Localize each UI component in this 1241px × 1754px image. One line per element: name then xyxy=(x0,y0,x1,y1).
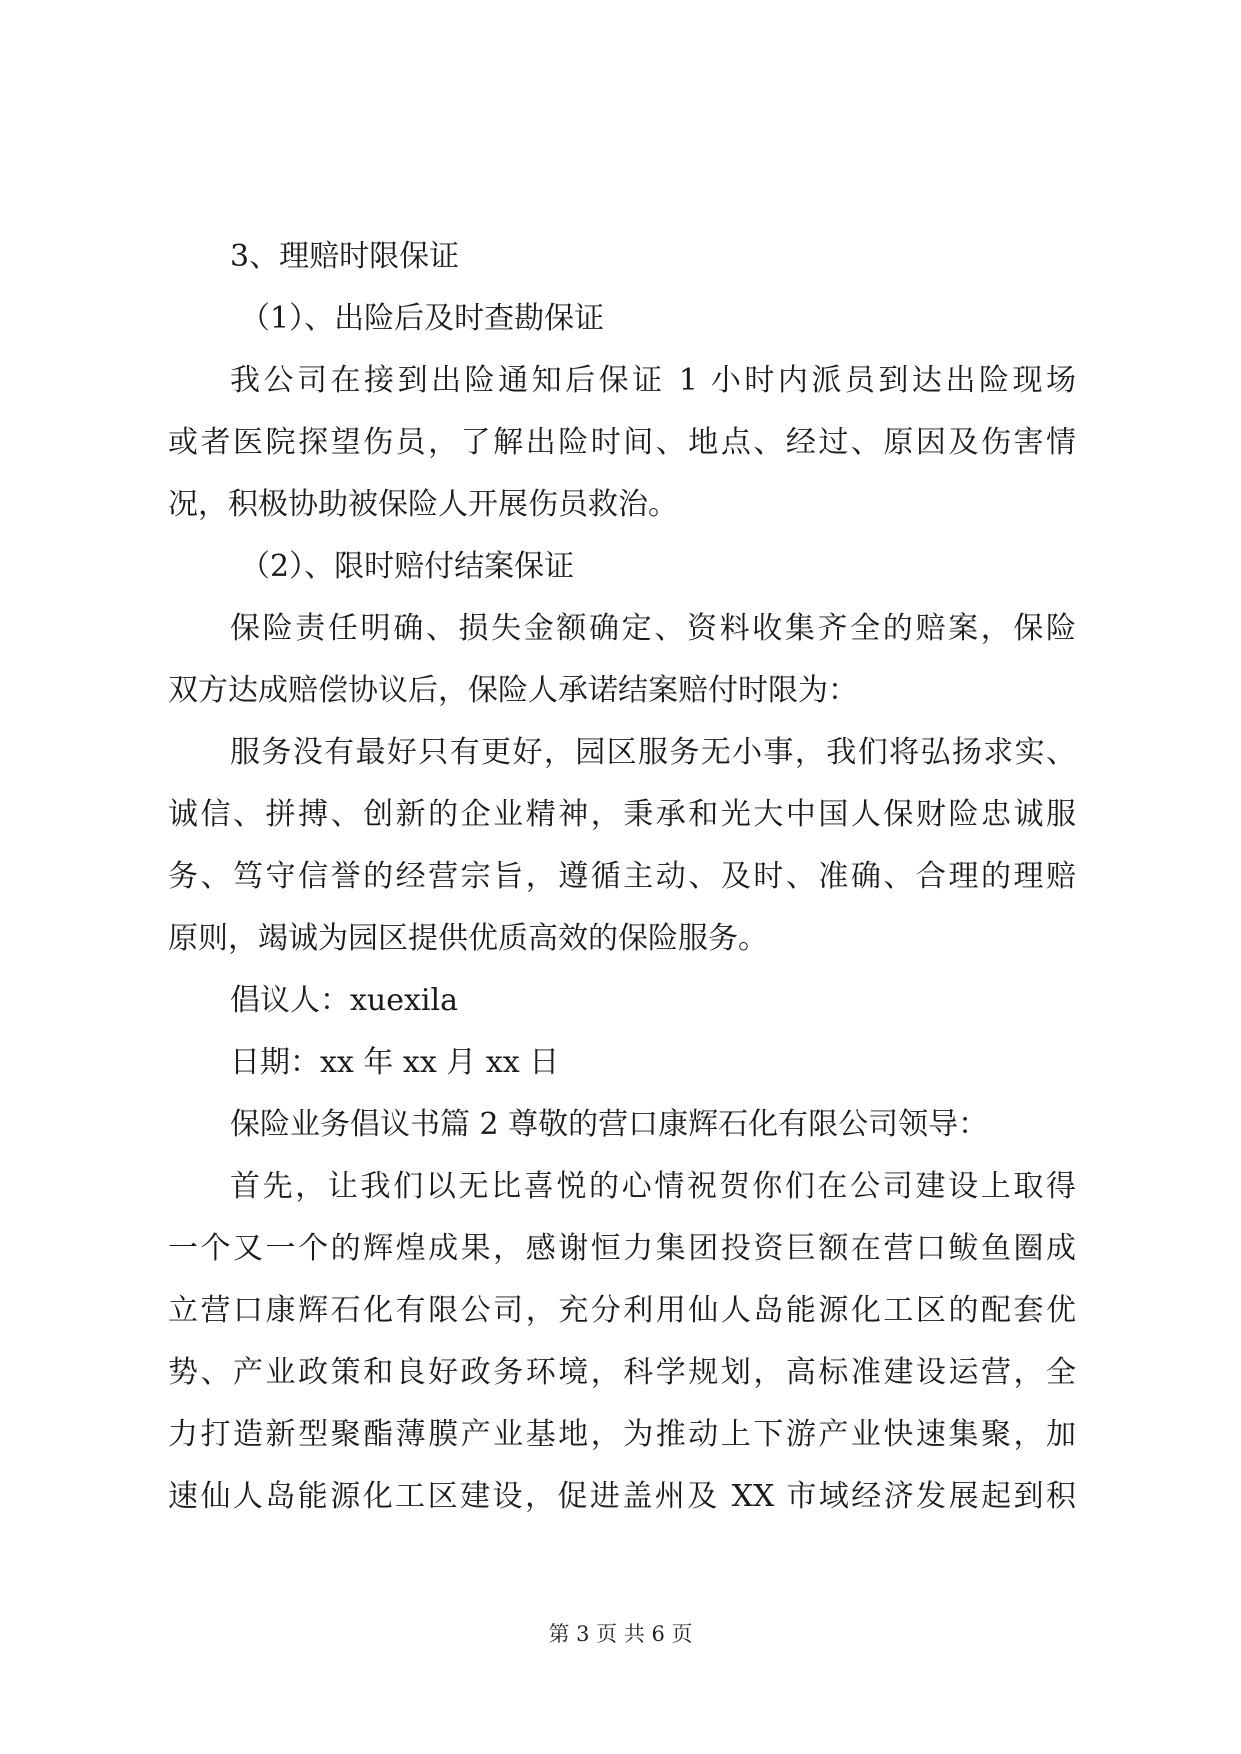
paragraph-line: 或者医院探望伤员，了解出险时间、地点、经过、原因及伤害情 xyxy=(168,425,1076,460)
paragraph-line: 双方达成赔偿协议后，保险人承诺结案赔付时限为： xyxy=(168,673,858,708)
paragraph-line: 立营口康辉石化有限公司，充分利用仙人岛能源化工区的配套优 xyxy=(168,1293,1076,1328)
paragraph-line: 我公司在接到出险通知后保证 1 小时内派员到达出险现场 xyxy=(230,363,1076,398)
page-number-footer: 第 3 页 共 6 页 xyxy=(548,1622,693,1646)
document-body xyxy=(168,226,1076,1528)
paragraph-line: 保险责任明确、损失金额确定、资料收集齐全的赔案，保险 xyxy=(230,611,1076,646)
paragraph-line: 力打造新型聚酯薄膜产业基地，为推动上下游产业快速集聚，加 xyxy=(168,1417,1076,1452)
date-line: 日期：xx 年 xx 月 xx 日 xyxy=(230,1045,560,1080)
paragraph-line: 原则，竭诚为园区提供优质高效的保险服务。 xyxy=(168,921,768,956)
paragraph-line: 势、产业政策和良好政务环境，科学规划，高标准建设运营，全 xyxy=(168,1355,1076,1390)
initiator-line: 倡议人：xuexila xyxy=(230,983,458,1018)
section-heading: 3、理赔时限保证 xyxy=(230,239,460,274)
paragraph-line: 务、笃守信誉的经营宗旨，遵循主动、及时、准确、合理的理赔 xyxy=(168,859,1076,894)
subsection-heading: （1）、出险后及时查勘保证 xyxy=(240,301,605,336)
paragraph-line: 速仙人岛能源化工区建设，促进盖州及 XX 市域经济发展起到积 xyxy=(168,1479,1076,1514)
subsection-heading: （2）、限时赔付结案保证 xyxy=(240,549,575,584)
paragraph-line: 一个又一个的辉煌成果，感谢恒力集团投资巨额在营口鲅鱼圈成 xyxy=(168,1231,1076,1266)
paragraph-line: 服务没有最好只有更好，园区服务无小事，我们将弘扬求实、 xyxy=(230,735,1076,770)
paragraph-line: 诚信、拼搏、创新的企业精神，秉承和光大中国人保财险忠诚服 xyxy=(168,797,1076,832)
paragraph-line: 首先，让我们以无比喜悦的心情祝贺你们在公司建设上取得 xyxy=(230,1169,1076,1204)
paragraph-line: 况，积极协助被保险人开展伤员救治。 xyxy=(168,487,678,522)
paragraph-line: 保险业务倡议书篇 2 尊敬的营口康辉石化有限公司领导： xyxy=(230,1107,989,1142)
